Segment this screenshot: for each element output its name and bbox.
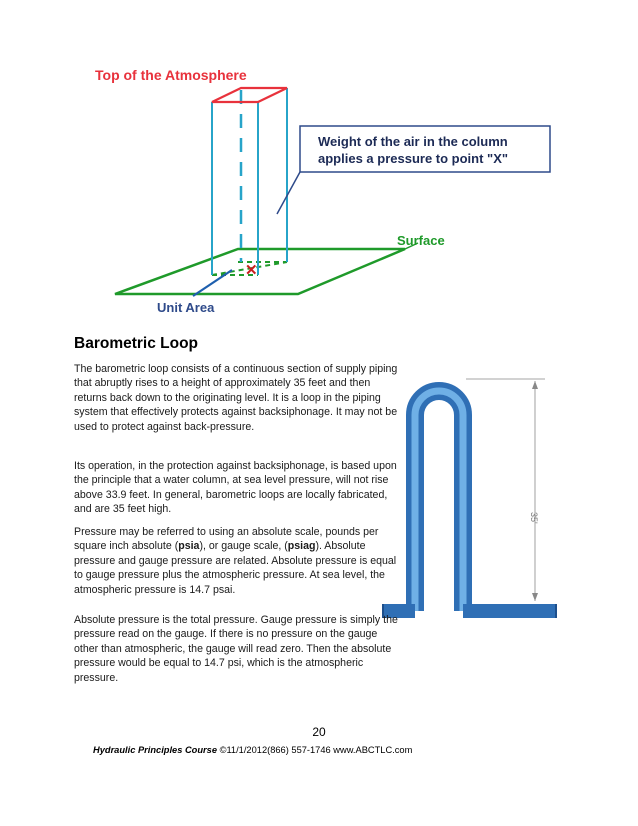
dimension-arrow-down: [532, 593, 538, 601]
paragraph-3-part-b: ), or gauge scale, (: [199, 540, 288, 553]
top-of-atmosphere-label: Top of the Atmosphere: [95, 67, 247, 83]
footer-info: ©11/1/2012(866) 557-1746 www.ABCTLC.com: [217, 745, 413, 755]
section-heading: Barometric Loop: [74, 335, 199, 352]
page-footer: [93, 745, 412, 755]
callout-text-line1: Weight of the air in the column: [318, 134, 508, 149]
point-x-mark: ✕: [245, 262, 258, 279]
paragraph-1: The barometric loop consists of a continuous section of supply piping that abruptly rises to a height of approximately 35 feet and then returns back down to the originating level. It is a loop in the piping system that effectively protects against backsiphonage. It may not be used to protect against back-pressure.: [74, 363, 398, 433]
dimension-arrow-up: [532, 381, 538, 389]
callout-text-line2: applies a pressure to point "X": [318, 151, 509, 166]
footer-course-title: Hydraulic Principles Course: [93, 745, 218, 755]
psia-term: psia: [178, 540, 200, 553]
surface-label: Surface: [397, 233, 445, 248]
dimension-label: 35': [529, 512, 539, 524]
unit-area-label: Unit Area: [157, 300, 215, 315]
page-number: 20: [312, 725, 326, 739]
paragraph-4: Absolute pressure is the total pressure. Gauge pressure is simply the pressure read on the gauge. If there is no pressure on the gauge other than atmospheric, the gauge will read zero. Then the absolute pressure would be equal to 14.7 psi, which is the atmospheric pressure.: [74, 614, 398, 684]
paragraph-2: Its operation, in the protection against backsiphonage, is based upon the principle that a water column, at sea level pressure, will not rise above 33.9 feet. In general, barometric loops are locally fabricated, and are 35 feet high.: [74, 460, 397, 516]
paragraph-3: [74, 525, 404, 597]
paragraph-3-part-c: ). Absolute pressure and gauge pressure are related. Absolute pressure is equal to gauge pressure plus the atmospheric pressure. At sea level, the atmospheric pressure is 14.7 psai.: [74, 540, 397, 596]
psiag-term: psiag: [287, 540, 316, 553]
loop-pipe-outer: [415, 391, 463, 611]
paragraph-3-part-a: Pressure may be referred to using an absolute scale, pounds per square inch absolute (: [74, 526, 379, 553]
